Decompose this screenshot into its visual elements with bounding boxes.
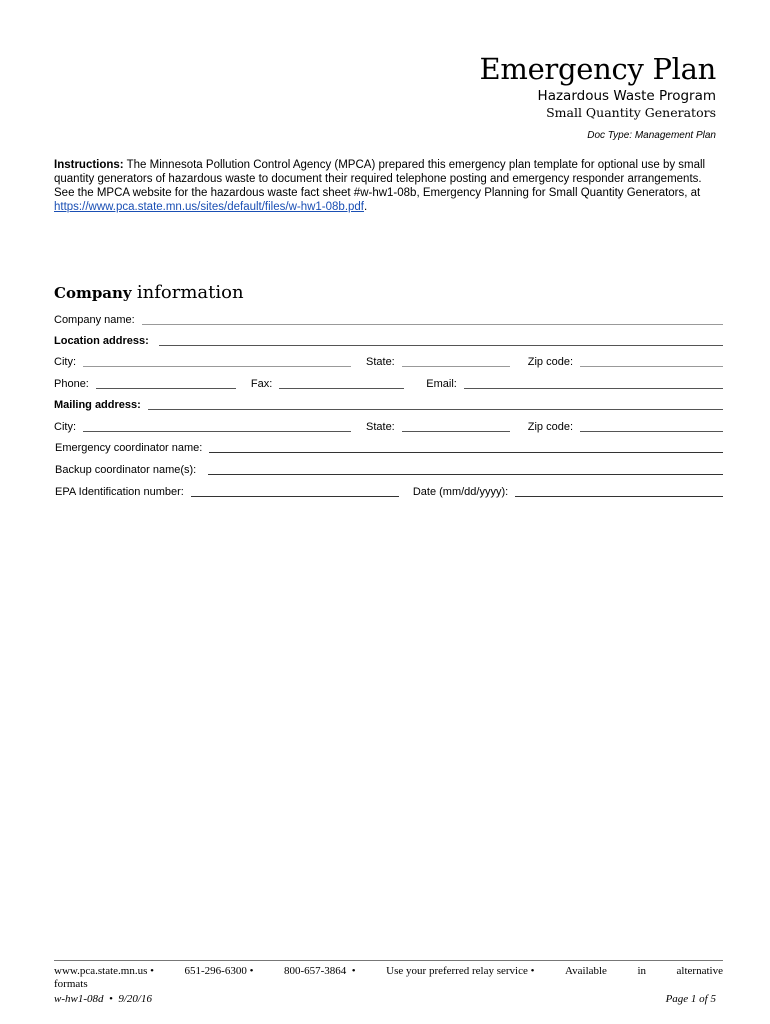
mailing-city-field[interactable] [83, 431, 351, 432]
footer-contact-line [54, 965, 723, 978]
epa-date-row [55, 483, 723, 499]
footer-in: in [637, 965, 647, 977]
epa-id-field[interactable] [191, 496, 399, 497]
footer-divider [54, 960, 723, 961]
footer-phone1-text: 651-296-6300 [184, 965, 247, 977]
phone-field[interactable] [96, 388, 236, 389]
footer-bullet: • [249, 965, 254, 977]
mailing-city-state-zip-row [54, 418, 723, 434]
section-heading-bold: Company [54, 284, 137, 302]
footer-doc-id [54, 993, 152, 1006]
section-heading-rest: information [136, 282, 244, 303]
location-zip-field[interactable] [580, 366, 723, 367]
emergency-coordinator-label: Emergency coordinator name: [55, 442, 203, 454]
fax-field[interactable] [279, 388, 404, 389]
instructions-paragraph [54, 158, 722, 214]
location-city-state-zip-row [54, 353, 723, 369]
mailing-state-label: State: [366, 421, 395, 433]
program-name: Hazardous Waste Program [537, 88, 716, 104]
location-address-row [54, 332, 723, 348]
location-address-label: Location address: [54, 335, 149, 347]
fax-label: Fax: [250, 378, 273, 390]
fact-sheet-link[interactable]: https://www.pca.state.mn.us/sites/default/files/w-hw1-08b.pdf [54, 201, 365, 213]
document-subtitle: Small Quantity Generators [546, 105, 716, 120]
backup-coordinator-label: Backup coordinator name(s): [55, 464, 197, 476]
location-zip-label: Zip code: [527, 356, 573, 368]
footer-bullet: • [530, 965, 535, 977]
footer-formats: formats [54, 978, 88, 990]
footer-website [54, 965, 154, 978]
backup-coordinator-row [55, 461, 723, 477]
instructions-end: . [364, 201, 368, 213]
mailing-address-label: Mailing address: [54, 399, 141, 411]
location-state-field[interactable] [402, 366, 510, 367]
footer-website-text: www.pca.state.mn.us [54, 965, 148, 977]
mailing-city-label: City: [54, 421, 76, 433]
instructions-label: Instructions: [54, 159, 124, 171]
footer-relay-text: Use your preferred relay service [386, 965, 528, 977]
footer-alternative: alternative [676, 965, 723, 977]
contact-row [54, 375, 723, 391]
location-city-label: City: [54, 356, 76, 368]
footer-bullet: • [150, 965, 154, 977]
section-heading-company-information [54, 282, 244, 303]
document-header [480, 52, 717, 141]
company-name-label: Company name: [54, 314, 135, 326]
page-footer [54, 965, 723, 1006]
mailing-address-row [54, 396, 723, 412]
footer-doc-id-text: w-hw1-08d [54, 993, 104, 1005]
footer-bullet: • [109, 993, 113, 1005]
company-name-field[interactable] [142, 324, 723, 325]
mailing-address-field[interactable] [148, 409, 723, 410]
location-address-field[interactable] [159, 345, 723, 346]
emergency-coordinator-field[interactable] [209, 452, 723, 453]
mailing-state-field[interactable] [402, 431, 510, 432]
email-label: Email: [426, 378, 457, 390]
footer-date-text: 9/20/16 [118, 993, 152, 1005]
document-type: Doc Type: Management Plan [587, 130, 716, 141]
emergency-coordinator-row [55, 439, 723, 455]
location-city-field[interactable] [83, 366, 351, 367]
footer-phone1 [185, 965, 254, 978]
company-name-row [54, 311, 723, 327]
mailing-zip-field[interactable] [580, 431, 723, 432]
footer-bullet: • [351, 965, 356, 977]
email-field[interactable] [464, 388, 723, 389]
backup-coordinator-field[interactable] [208, 474, 723, 475]
footer-doc-line [54, 993, 723, 1006]
epa-id-label: EPA Identification number: [55, 486, 184, 498]
footer-available: Available [565, 965, 607, 977]
date-label: Date (mm/dd/yyyy): [412, 486, 509, 498]
footer-relay [386, 965, 534, 978]
mailing-zip-label: Zip code: [527, 421, 573, 433]
phone-label: Phone: [54, 378, 89, 390]
document-title: Emergency Plan [479, 52, 716, 86]
date-field[interactable] [515, 496, 723, 497]
instructions-text: The Minnesota Pollution Control Agency (MPCA) prepared this emergency plan template for optional use by small quantity generators of hazardous waste to document their required telephone posting and emergency responder arrangements. See the MPCA website for the hazardous waste fact sheet #w-hw1-08b, Emergency Planning for Small Quantity Generators, at [54, 159, 706, 199]
footer-page-number: Page 1 of 5 [665, 993, 716, 1005]
location-state-label: State: [366, 356, 395, 368]
footer-phone2 [284, 965, 356, 978]
footer-phone2-text: 800-657-3864 [283, 965, 347, 977]
